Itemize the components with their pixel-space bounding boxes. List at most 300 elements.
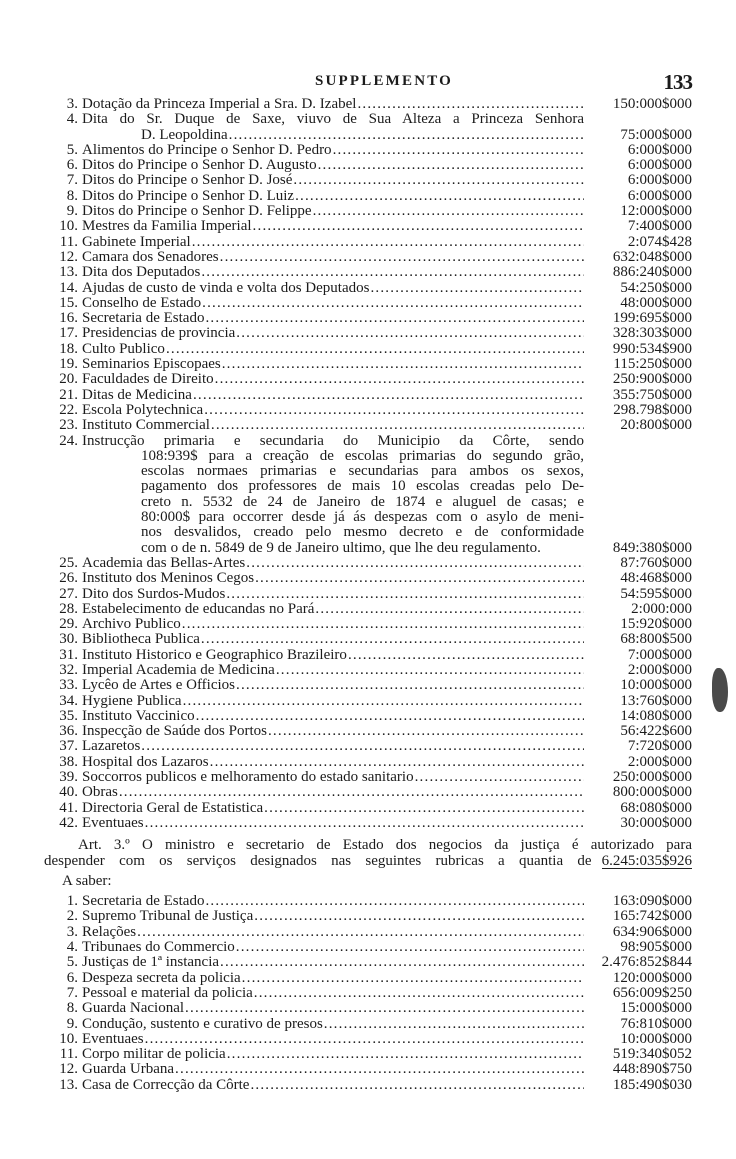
item-label-text: Conselho de Estado [82,295,202,311]
item-number: 4. [66,111,78,128]
dot-leader [275,663,584,678]
item-label-text: Guarda Urbana [82,1062,175,1078]
list-item-line [44,219,692,234]
list-item-line [44,971,692,986]
item-label-text: 80:000$ para occorrer desde já ás despezas com o asylo de meni- [141,510,584,526]
dot-leader [209,755,584,770]
dot-leader [235,940,584,955]
item-label [82,388,584,403]
item-label [82,204,584,219]
item-amount: 2:000$000 [627,661,692,678]
item-amount: 12:000$000 [620,203,692,220]
item-amount: 2:000:000 [631,600,692,617]
item-amount: 76:810$000 [620,1015,692,1032]
article-3 [44,838,692,869]
item-amount: 185:490$030 [612,1076,692,1093]
dot-leader [253,986,584,1001]
item-amount: 54:595$000 [620,585,692,602]
dot-leader [221,357,584,372]
item-amount: 150:000$000 [612,96,692,112]
article-total: 6.245:035$926 [601,852,692,869]
item-number [44,464,82,479]
item-number: 11. [59,233,78,250]
item-label-text: escolas normaes primarias e secundarias para ambos os sexos, [141,464,584,480]
item-label [82,1017,584,1032]
appropriations-list-2 [44,556,692,831]
item-label [82,694,584,709]
item-label [82,1001,584,1016]
list-item-line [44,250,692,265]
dot-leader [314,602,584,617]
item-number: 36. [59,723,78,740]
list-item-line [44,403,692,418]
item-amount: 7:400$000 [627,218,692,235]
item-label-text: Instrucção primaria e secundaria do Municipio da Côrte, sendo [82,433,584,449]
dot-leader [203,403,584,418]
item-label [82,986,584,1001]
item-number: 15. [59,294,78,311]
item-label [82,816,584,831]
dot-leader [210,418,584,433]
dot-leader [252,219,584,234]
list-item-line [44,617,692,632]
item-label [82,479,584,494]
item-label-text: 108:939$ para a creação de escolas primarias do segundo grão, [141,448,584,464]
list-item-line [44,326,692,341]
item-label [82,1047,584,1062]
list-item-line [44,1078,692,1093]
item-amount [584,479,692,494]
scan-smudge [712,668,728,712]
item-label-text: Instituto Commercial [82,418,210,434]
item-label [82,709,584,724]
item-label-text: Obras [82,785,118,801]
dot-leader [191,235,584,250]
item-amount [584,510,692,525]
list-item-line [44,281,692,296]
item-number: 8. [66,187,78,204]
dot-leader [201,296,584,311]
item-label [82,587,584,602]
item-label-text: Culto Publico [82,341,165,357]
item-number: 1. [66,893,78,910]
dot-leader [184,1001,584,1016]
appropriation-item-24 [44,434,692,556]
item-amount: 165:742$000 [612,908,692,925]
item-label [82,449,584,464]
item-number: 31. [59,646,78,663]
item-24-line [44,525,692,540]
item-label [82,894,584,909]
item-label-text: Despeza secreta da policia [82,970,241,986]
item-label [82,326,584,341]
item-amount: 68:080$000 [620,799,692,816]
item-label-text: Seminarios Episcopaes [82,357,221,373]
item-label-text: pagamento dos professores de mais 10 escolas creadas pelo De- [141,479,584,495]
item-label [82,755,584,770]
dot-leader [204,894,584,909]
item-number: 25. [59,554,78,571]
dot-leader [235,678,584,693]
item-amount: 163:090$000 [612,893,692,910]
dot-leader [294,189,584,204]
list-item-line [44,357,692,372]
item-label [82,357,584,372]
item-amount [584,525,692,540]
item-label-text: Soccorros publicos e melhoramento do estado sanitario [82,770,414,786]
list-item-line [44,1017,692,1032]
item-number: 3. [66,923,78,940]
item-label [82,602,584,617]
item-number: 3. [66,96,78,112]
item-label-text: Eventuaes [82,815,144,831]
item-label-text: com o de n. 5849 de 9 de Janeiro ultimo, que lhe deu regulamento. [141,540,541,556]
item-label [82,510,584,525]
item-amount [584,495,692,510]
item-number: 8. [66,1000,78,1017]
item-label [82,311,584,326]
list-item-line [44,632,692,647]
item-label [82,189,584,204]
item-number: 32. [59,661,78,678]
dot-leader [347,648,584,663]
list-item-line [44,755,692,770]
list-item-line [44,342,692,357]
item-amount [584,464,692,479]
dot-leader [292,173,584,188]
item-label [82,617,584,632]
list-item-line [44,894,692,909]
item-amount [584,434,692,449]
item-amount: 2.476:852$844 [601,954,692,971]
item-amount: 30:000$000 [620,814,692,831]
item-amount [584,112,692,127]
dot-leader [182,694,584,709]
item-number: 26. [59,570,78,587]
item-number: 12. [59,248,78,265]
item-label-text: Directoria Geral de Estatistica [82,800,264,816]
item-label-text: Lycêo de Artes e Officios [82,678,236,694]
item-label [82,663,584,678]
item-number: 42. [59,814,78,831]
dot-leader [118,785,584,800]
dot-leader [369,281,584,296]
item-amount: 849:380$000 [612,539,692,556]
item-amount: 7:000$000 [627,646,692,663]
item-number: 9. [66,203,78,220]
list-item-line [44,372,692,387]
item-number: 6. [66,969,78,986]
list-item-line [44,204,692,219]
dot-leader [195,709,584,724]
item-amount: 15:000$000 [620,1000,692,1017]
list-item-line [44,1032,692,1047]
item-amount: 519:340$052 [612,1046,692,1063]
item-label [82,372,584,387]
list-item-line [44,265,692,280]
item-label [82,925,584,940]
item-label [82,173,584,188]
item-label [82,678,584,693]
dot-leader [204,311,584,326]
item-number: 41. [59,799,78,816]
item-number: 18. [59,340,78,357]
dot-leader [312,204,584,219]
item-label [82,739,584,754]
item-label [82,495,584,510]
item-label-text: D. Leopoldina [141,127,228,143]
list-item-line [44,388,692,403]
item-label [82,128,584,143]
dot-leader [226,1047,584,1062]
item-amount: 87:760$000 [620,554,692,571]
dot-leader [356,97,584,112]
item-label-text: Casa de Correcção da Côrte [82,1077,250,1093]
dot-leader [267,724,584,739]
item-number: 2. [66,908,78,925]
item-24-line [44,495,692,510]
item-amount: 48:468$000 [620,570,692,587]
item-label-text: Lazaretos [82,739,141,755]
a-saber-label: A saber: [62,872,112,889]
item-amount: 15:920$000 [620,616,692,633]
item-label-text: Corpo militar de policia [82,1047,226,1063]
item-label-text: Tribunaes do Commercio [82,940,235,956]
item-label [82,265,584,280]
item-number [44,128,82,143]
item-number: 40. [59,784,78,801]
item-amount: 990:534$900 [612,340,692,357]
item-label [82,97,584,112]
item-label-text: Justiças de 1ª instancia [82,955,220,971]
dot-leader [253,909,584,924]
list-item-line [44,648,692,663]
item-number: 24. [59,432,78,449]
list-item-line [44,1047,692,1062]
article-line-1: Art. 3.º O ministro e secretario de Estado dos negocios da justiça é autorizado para [78,837,692,854]
list-item-line [44,602,692,617]
item-number: 10. [59,218,78,235]
item-number: 7. [66,172,78,189]
item-label [82,955,584,970]
item-amount: 7:720$000 [627,738,692,755]
item-label [82,770,584,785]
item-label-text: Ditos do Principe o Senhor D. Augusto [82,158,317,174]
item-number: 12. [59,1061,78,1078]
item-amount: 886:240$000 [612,264,692,281]
item-amount: 328:303$000 [612,325,692,342]
list-item-line [44,1001,692,1016]
item-label-text: nos desvalidos, creado pelo mesmo decreto e de conformidade [141,525,584,541]
item-label [82,112,584,127]
item-number [44,525,82,540]
list-item-line [44,97,692,112]
list-item-line [44,663,692,678]
running-title: SUPPLEMENTO [314,73,454,89]
item-number: 28. [59,600,78,617]
list-item-line [44,986,692,1001]
item-number [44,495,82,510]
item-number: 19. [59,356,78,373]
item-number: 35. [59,707,78,724]
item-label-text: Instituto dos Meninos Cegos [82,571,255,587]
item-amount: 2:074$428 [627,233,692,250]
item-number: 5. [66,141,78,158]
dot-leader [136,925,584,940]
item-amount: 115:250$000 [613,356,692,373]
list-item-line [44,1062,692,1077]
item-label [82,1032,584,1047]
item-label-text: Dita do Sr. Duque de Saxe, viuvo de Sua Alteza a Princeza Senhora [82,112,584,128]
item-number: 22. [59,401,78,418]
item-number [44,479,82,494]
list-item-line [44,112,692,127]
item-number [44,541,82,556]
item-amount: 634:906$000 [612,923,692,940]
item-label [82,434,584,449]
list-item-line [44,418,692,433]
list-item-line [44,587,692,602]
item-label-text: Pessoal e material da policia [82,985,253,1001]
item-amount: 250:000$000 [612,769,692,786]
item-amount: 68:800$500 [620,631,692,648]
dot-leader [317,158,584,173]
list-item-line [44,816,692,831]
item-24-line [44,541,692,556]
item-label-text: Ditos do Principe o Senhor D. José [82,173,293,189]
item-number: 37. [59,738,78,755]
item-amount: 10:000$000 [620,1030,692,1047]
item-label-text: Ditos do Principe o Senhor D. Felippe [82,204,312,220]
item-number: 20. [59,371,78,388]
item-label-text: Ditos do Principe o Senhor D. Luiz [82,188,295,204]
item-amount: 54:250$000 [620,279,692,296]
item-24-line [44,464,692,479]
item-label-text: Ajudas de custo de vinda e volta dos Deputados [82,280,370,296]
list-item-line [44,739,692,754]
justice-appropriations-list [44,894,692,1093]
item-label-text: Secretaria de Estado [82,894,205,910]
item-label-text: Academia das Bellas-Artes [82,555,246,571]
list-item-line [44,296,692,311]
item-amount: 75:000$000 [620,126,692,143]
item-number: 4. [66,939,78,956]
dot-leader [200,265,584,280]
item-label-text: Faculdades de Direito [82,372,214,388]
item-number: 5. [66,954,78,971]
item-label [82,342,584,357]
item-label-text: Camara dos Senadores [82,249,219,265]
item-label-text: Alimentos do Principe o Senhor D. Pedro [82,142,332,158]
list-item-line [44,158,692,173]
item-label-text: Eventuaes [82,1031,144,1047]
budget-text [44,97,692,1093]
list-item-line [44,694,692,709]
item-amount: 56:422$600 [620,723,692,740]
item-number: 34. [59,692,78,709]
item-label-text: Ditas de Medicina [82,387,192,403]
list-item-line [44,801,692,816]
dot-leader [219,955,584,970]
item-number: 23. [59,417,78,434]
item-24-line [44,479,692,494]
list-item-line [44,678,692,693]
item-number: 9. [66,1015,78,1032]
item-amount: 120:000$000 [612,969,692,986]
dot-leader [245,556,584,571]
item-label [82,801,584,816]
item-number: 39. [59,769,78,786]
dot-leader [254,571,584,586]
item-amount: 48:000$000 [620,294,692,311]
dot-leader [241,971,584,986]
dot-leader [214,372,584,387]
item-label-text: Estabelecimento de educandas no Pará [82,601,315,617]
item-label [82,281,584,296]
item-label-text: Bibliotheca Publica [82,632,200,648]
dot-leader [192,388,584,403]
item-label [82,785,584,800]
item-amount [584,449,692,464]
item-number: 13. [59,264,78,281]
item-label-text: Gabinete Imperial [82,234,191,250]
item-amount: 6:000$000 [627,141,692,158]
item-number: 14. [59,279,78,296]
dot-leader [323,1017,584,1032]
item-number: 6. [66,157,78,174]
item-label [82,940,584,955]
dot-leader [219,250,584,265]
item-amount: 800:000$000 [612,784,692,801]
item-label [82,1078,584,1093]
item-label-text: Relações [82,924,137,940]
item-label [82,418,584,433]
item-number: 17. [59,325,78,342]
item-number: 11. [59,1046,78,1063]
list-item-line [44,770,692,785]
item-amount: 656:009$250 [612,984,692,1001]
dot-leader [332,143,584,158]
dot-leader [165,342,584,357]
item-label [82,296,584,311]
item-amount: 448:890$750 [612,1061,692,1078]
item-label-text: Hygiene Publica [82,693,182,709]
item-label [82,219,584,234]
item-label [82,648,584,663]
list-item-line [44,189,692,204]
page-number: 133 [663,70,692,94]
item-label-text: creto n. 5532 de 24 de Janeiro de 1874 e aluguel de casas; e [141,494,584,510]
dot-leader [235,326,584,341]
item-number: 29. [59,616,78,633]
list-item-line [44,556,692,571]
dot-leader [200,632,584,647]
page-header [44,70,692,92]
list-item-line [44,785,692,800]
item-label [82,158,584,173]
item-number: 21. [59,386,78,403]
item-label-text: Instituto Historico e Geographico Brazileiro [82,647,347,663]
item-label [82,971,584,986]
item-label-text: Dotação da Princeza Imperial a Sra. D. Izabel [82,97,357,112]
dot-leader [263,801,584,816]
item-label-text: Inspecção de Saúde dos Portos [82,724,267,740]
list-item-line [44,940,692,955]
list-item-line [44,709,692,724]
dot-leader [225,587,584,602]
dot-leader [144,816,584,831]
item-24-line [44,510,692,525]
